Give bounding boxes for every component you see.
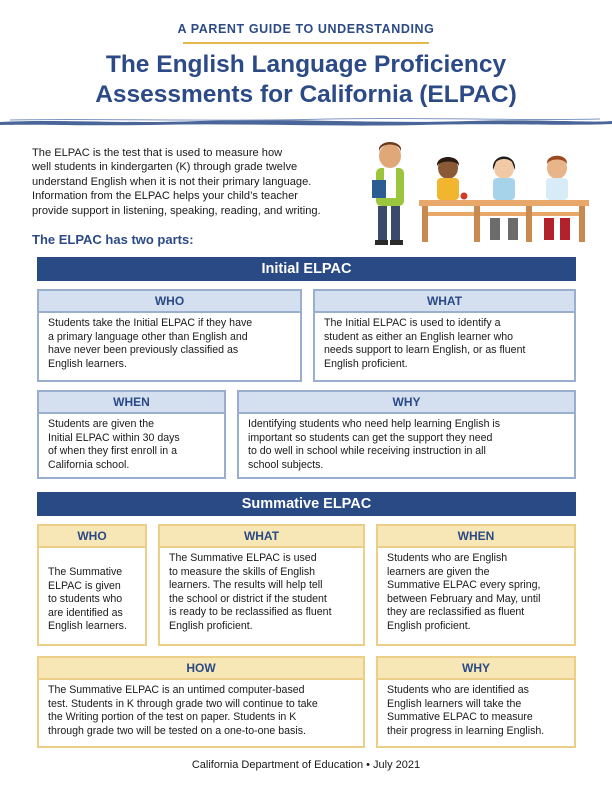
summative-elpac-banner: Summative ELPAC [37, 492, 576, 516]
parts-heading: The ELPAC has two parts: [32, 232, 194, 247]
body-line: English proficient. [324, 357, 408, 370]
summative-what-box [158, 524, 365, 646]
initial-when-box [37, 390, 226, 479]
box-heading: WHO [39, 291, 300, 313]
body-line: English learners. [48, 620, 127, 633]
body-line: important so students can get the support they need [248, 431, 493, 444]
body-line: Students who are identified as [387, 684, 529, 696]
body-line: they are reclassified as fluent [387, 606, 525, 619]
body-line: to measure the skills of English [169, 565, 316, 578]
summative-how-box [37, 656, 365, 748]
box-body [39, 313, 300, 371]
body-line: have never been previously classified as [48, 344, 239, 357]
classroom-illustration [364, 138, 590, 250]
body-line: The Summative [48, 566, 123, 579]
body-line: the school or district if the student [169, 592, 327, 605]
box-body [39, 548, 145, 648]
body-line: Summative ELPAC every spring, [387, 579, 541, 592]
body-line: through grade two will be tested on a one-to-one basis. [48, 724, 306, 737]
body-line: English learners. [48, 357, 127, 370]
body-line: student as either an English learner who [324, 330, 514, 343]
title-line-2: Assessments for California (ELPAC) [95, 81, 517, 108]
body-line: California school. [48, 458, 130, 471]
kicker-heading: A PARENT GUIDE TO UNDERSTANDING [177, 22, 435, 36]
body-line: ELPAC is given [48, 579, 121, 592]
student-figure [544, 156, 570, 240]
box-heading: WHEN [378, 526, 574, 548]
title-line-1: The English Language Proficiency [105, 51, 507, 78]
student-figure [490, 157, 518, 241]
box-heading: WHAT [160, 526, 363, 548]
summative-why-box [376, 656, 576, 748]
body-line: The Summative ELPAC is used [169, 552, 317, 564]
box-body [378, 548, 574, 634]
student-figure [437, 157, 468, 200]
body-line: learners. The results will help tell [169, 579, 323, 592]
teacher-figure [372, 142, 404, 245]
body-line: Students who are English [387, 552, 508, 564]
body-line: The Summative ELPAC is an untimed computer-based [48, 684, 305, 696]
body-line: between February and May, until [387, 592, 541, 605]
body-line: Identifying students who need help learning English is [248, 418, 501, 430]
body-line: the Writing portion of the test on paper. Students in K [48, 711, 297, 724]
box-heading: HOW [39, 658, 363, 680]
box-heading: WHY [378, 658, 574, 680]
box-body [315, 313, 574, 371]
body-line: of when they first enroll in a [48, 445, 177, 458]
box-heading: WHY [239, 392, 574, 414]
body-line: learners are given the [387, 565, 490, 578]
body-line: The Initial ELPAC is used to identify a [324, 317, 501, 329]
body-line: English proficient. [169, 619, 253, 632]
intro-line: The ELPAC is the test that is used to measure how [32, 147, 283, 159]
page-footer: California Department of Education • July 2021 [191, 759, 421, 771]
box-body [39, 414, 224, 472]
body-line: their progress in learning English. [387, 724, 545, 737]
box-body [378, 680, 574, 738]
initial-who-box [37, 289, 302, 382]
body-line: school subjects. [248, 458, 324, 471]
body-line: a primary language other than English and [48, 330, 248, 343]
body-line: Students are given the [48, 418, 155, 430]
body-line: are identified as [48, 606, 123, 619]
page-title [30, 50, 582, 110]
brush-stroke-divider [0, 116, 612, 128]
body-line: test. Students in K through grade two will continue to take [48, 697, 318, 710]
body-line: to do well in school while receiving instruction in all [248, 445, 486, 458]
body-line: is ready to be reclassified as fluent [169, 606, 332, 619]
box-body [160, 548, 363, 634]
intro-line: well students in kindergarten (K) through grade twelve [32, 161, 298, 174]
intro-line: Information from the ELPAC helps your child’s teacher [32, 190, 298, 203]
box-heading: WHO [39, 526, 145, 548]
body-line: needs support to learn English, or as fluent [324, 344, 526, 357]
intro-line: understand English when it is not their primary language. [32, 175, 312, 188]
body-line: English proficient. [387, 619, 471, 632]
body-line: English learners will take the [387, 697, 522, 710]
box-heading: WHEN [39, 392, 224, 414]
body-line: Initial ELPAC within 30 days [48, 431, 180, 444]
body-line: to students who [48, 593, 123, 606]
box-body [39, 680, 363, 738]
kicker-underline [183, 42, 429, 44]
initial-why-box [237, 390, 576, 479]
summative-when-box [376, 524, 576, 646]
box-body [239, 414, 574, 472]
intro-line: provide support in listening, speaking, reading, and writing. [32, 204, 321, 217]
summative-who-box [37, 524, 147, 646]
body-line: Students take the Initial ELPAC if they have [48, 317, 253, 329]
body-line: Summative ELPAC to measure [387, 711, 533, 724]
intro-paragraph [32, 146, 362, 218]
initial-what-box [313, 289, 576, 382]
box-heading: WHAT [315, 291, 574, 313]
initial-elpac-banner: Initial ELPAC [37, 257, 576, 281]
